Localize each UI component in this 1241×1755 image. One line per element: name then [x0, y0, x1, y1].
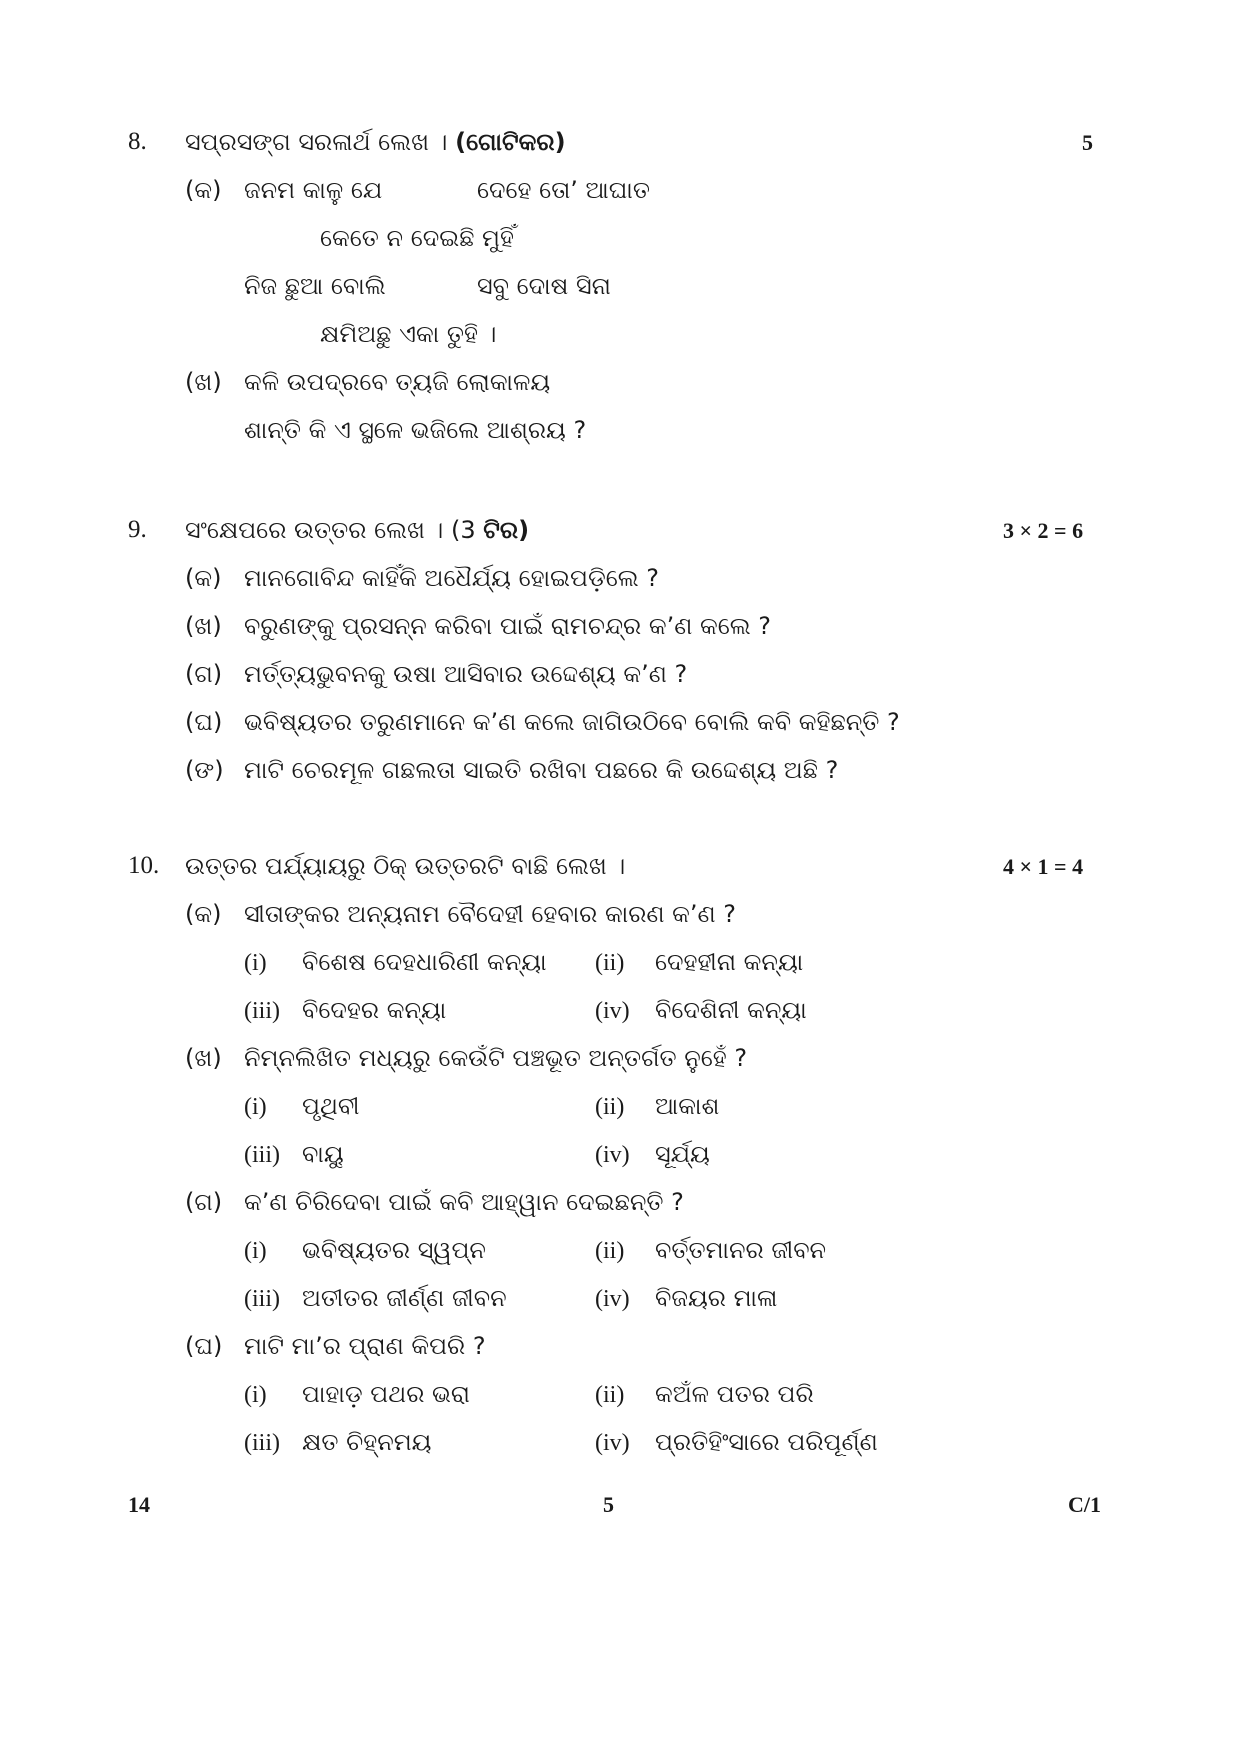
option-text: ବିଦେହର କନ୍ୟା	[302, 996, 447, 1024]
option-number: (iii)	[244, 998, 280, 1024]
option-number: (i)	[244, 950, 267, 976]
option-number: (i)	[244, 1382, 267, 1408]
option-number: (ii)	[595, 1094, 625, 1120]
q10-item-text: ସୀତାଙ୍କର ଅନ୍ୟନାମ ବୈଦେହୀ ହେବାର କାରଣ କ’ଣ ?	[244, 900, 737, 928]
footer-set: C/1	[1068, 1492, 1101, 1517]
q8-number: 8.	[128, 128, 147, 155]
q9-item-text: ବରୁଣଙ୍କୁ ପ୍ରସନ୍ନ କରିବା ପାଇଁ ରାମଚନ୍ଦ୍ର କ’ଣ କଲେ ?	[244, 612, 772, 640]
q10-item-text: କ’ଣ ଚିରିଦେବା ପାଇଁ କବି ଆହ୍ୱାନ ଦେଇଛନ୍ତି ?	[244, 1188, 684, 1216]
q9-item-text: ମର୍ତ୍ତ୍ୟଭୁବନକୁ ଉଷା ଆସିବାର ଉଦ୍ଦେଶ୍ୟ କ’ଣ ?	[244, 660, 688, 688]
option-text: ପୃଥିବୀ	[302, 1092, 360, 1120]
option-number: (iii)	[244, 1142, 280, 1168]
q8-ka-line1a: ଜନମ କାଳୁ ଯେ	[244, 176, 383, 204]
q9-item-label: (ଗ)	[185, 660, 223, 688]
option-text: କ୍ଷତ ଚିହ୍ନମୟ	[302, 1428, 432, 1456]
q9-item-text: ମାଟି ଚେରମୂଳ ଗଛଲତା ସାଇତି ରଖିବା ପଛରେ କି ଉଦ୍ଦେଶ୍ୟ ଅଛି ?	[244, 756, 839, 784]
option-text: ବାୟୁ	[302, 1140, 344, 1168]
q10-item-text: ମାଟି ମା’ର ପ୍ରାଣ କିପରି ?	[244, 1332, 486, 1360]
q8-kha-line1: କଳି ଉପଦ୍ରବେ ତ୍ୟଜି ଲୋକାଳୟ	[244, 368, 551, 396]
option-text: ଆକାଶ	[655, 1092, 720, 1120]
option-text: ବର୍ତ୍ତମାନର ଜୀବନ	[655, 1236, 827, 1264]
q9-number: 9.	[128, 516, 147, 543]
q8-ka-label: (କ)	[185, 176, 222, 204]
q8-kha-label: (ଖ)	[185, 368, 222, 396]
option-text: ବିଦେଶିନୀ କନ୍ୟା	[655, 996, 807, 1024]
option-number: (i)	[244, 1094, 267, 1120]
q9-text: ସଂକ୍ଷେପରେ ଉତ୍ତର ଲେଖ । (3	[185, 516, 476, 544]
q8-ka-line3b: ସବୁ ଦୋଷ ସିନା	[477, 272, 611, 300]
option-text: ପାହାଡ଼ ପଥର ଭରା	[302, 1380, 470, 1408]
q9-item-text: ଭବିଷ୍ୟତର ତରୁଣମାନେ କ’ଣ କଲେ ଜାଗିଉଠିବେ ବୋଲି କବି କହିଛନ୍ତି ?	[244, 708, 900, 736]
option-text: ଦେହହୀନା କନ୍ୟା	[655, 948, 804, 976]
option-text: କଅଁଳ ପତର ପରି	[655, 1380, 814, 1408]
q8-text: ସପ୍ରସଙ୍ଗ ସରଳାର୍ଥ ଲେଖ ।	[185, 128, 448, 156]
option-text: ବିଶେଷ ଦେହଧାରିଣୀ କନ୍ୟା	[302, 948, 547, 976]
footer-code: 14	[128, 1492, 150, 1517]
option-number: (i)	[244, 1238, 267, 1264]
option-number: (iv)	[595, 1142, 630, 1168]
q8-bold: (ଗୋଟିକର)	[455, 128, 566, 156]
q10-item-label: (ଗ)	[185, 1188, 223, 1216]
q9-item-label: (କ)	[185, 564, 222, 592]
q10-item-text: ନିମ୍ନଲିଖିତ ମଧ୍ୟରୁ କେଉଁଟି ପଞ୍ଚଭୂତ ଅନ୍ତର୍ଗତ ନୁହେଁ ?	[244, 1044, 748, 1072]
q10-item-label: (ଖ)	[185, 1044, 222, 1072]
q8-ka-line3a: ନିଜ ଛୁଆ ବୋଲି	[244, 272, 386, 300]
option-number: (ii)	[595, 1382, 625, 1408]
q9-item-label: (ଖ)	[185, 612, 222, 640]
option-number: (iii)	[244, 1286, 280, 1312]
option-text: ପ୍ରତିହିଂସାରେ ପରିପୂର୍ଣ୍ଣ	[655, 1428, 878, 1456]
option-number: (iv)	[595, 998, 630, 1024]
q8-instruction	[185, 128, 566, 156]
q9-marks: 3 × 2 = 6	[1003, 518, 1084, 543]
q9-instruction	[185, 516, 529, 544]
q9-bold: ଟିର)	[483, 516, 530, 544]
q9-item-label: (ଘ)	[185, 708, 223, 736]
page-number: 5	[603, 1492, 614, 1517]
option-number: (ii)	[595, 950, 625, 976]
option-text: ସୂର୍ଯ୍ୟ	[655, 1140, 710, 1168]
q10-instruction: ଉତ୍ତର ପର୍ଯ୍ୟାୟରୁ ଠିକ୍ ଉତ୍ତରଟି ବାଛି ଲେଖ ।	[185, 852, 626, 880]
q9-item-label: (ଙ)	[185, 756, 224, 784]
option-number: (iii)	[244, 1430, 280, 1456]
option-text: ବିଜୟର ମାଳା	[655, 1284, 778, 1312]
q8-kha-line2: ଶାନ୍ତି କି ଏ ସ୍ଥଳେ ଭଜିଲେ ଆଶ୍ରୟ ?	[244, 416, 587, 444]
q8-ka-line2: କେତେ ନ ଦେଇଛି ମୁହିଁ	[320, 224, 514, 252]
q9-item-text: ମାନଗୋବିନ୍ଦ କାହିଁକି ଅଧୈର୍ଯ୍ୟ ହୋଇପଡ଼ିଲେ ?	[244, 564, 660, 592]
option-text: ଅତୀତର ଜୀର୍ଣ୍ଣ ଜୀବନ	[302, 1284, 507, 1312]
option-number: (iv)	[595, 1286, 630, 1312]
q8-ka-line1b: ଦେହେ ତୋ’ ଆଘାତ	[477, 176, 650, 204]
q10-item-label: (ଘ)	[185, 1332, 223, 1360]
option-text: ଭବିଷ୍ୟତର ସ୍ୱପ୍ନ	[302, 1236, 486, 1264]
q10-marks: 4 × 1 = 4	[1003, 854, 1084, 879]
q8-marks: 5	[1082, 130, 1093, 155]
q8-ka-line4: କ୍ଷମିଅଛୁ ଏକା ତୁହି ।	[320, 320, 497, 348]
option-number: (ii)	[595, 1238, 625, 1264]
q10-item-label: (କ)	[185, 900, 222, 928]
q10-number: 10.	[128, 852, 160, 879]
option-number: (iv)	[595, 1430, 630, 1456]
